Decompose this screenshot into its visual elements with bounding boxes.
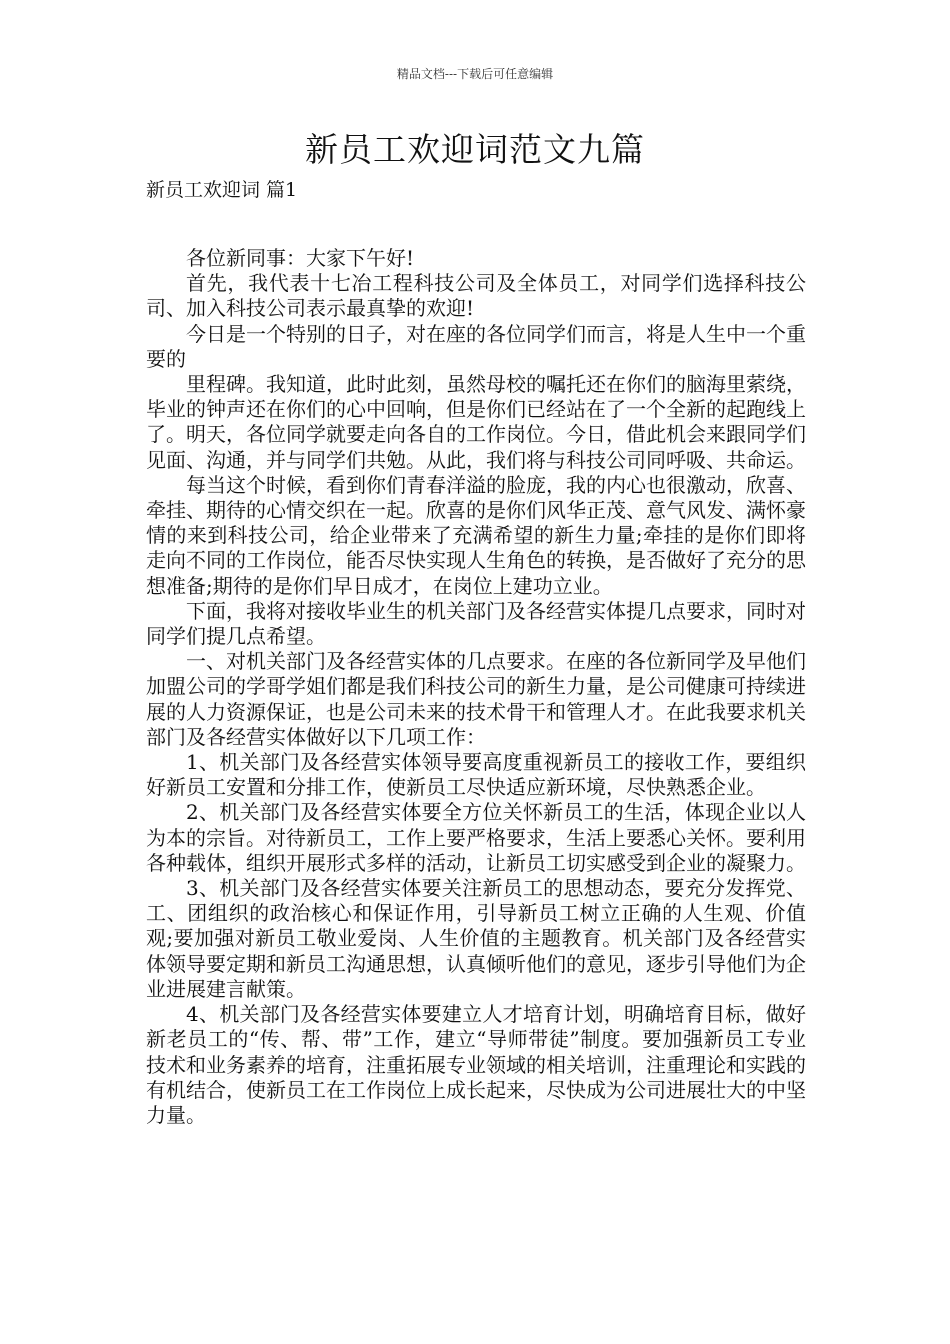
paragraph-greeting: 各位新同事：大家下午好! xyxy=(186,246,415,270)
paragraph-item-4: 4、机关部门及各经营实体要建立人才培育计划，明确培育目标，做好新老员工的“传、帮、带”工作，建立“导师带徒”制度。要加强新员工专业技术和业务素养的培育，注重拓展专业领域的相关培训，注重理论和实践的有机结合，使新员工在工作岗位上成长起来，尽快成为公司进展壮大的中坚力量。 xyxy=(146,1002,806,1127)
paragraph-section-one: 一、对机关部门及各经营实体的几点要求。在座的各位新同学及早他们加盟公司的学哥学姐们都是我们科技公司的新生力量，是公司健康可持续进展的人力资源保证，也是公司未来的技术骨干和管理人才。在此我要求机关部门及各经营实体做好以下几项工作： xyxy=(146,649,806,749)
header-note: 精品文档---下载后可任意编辑 xyxy=(396,67,554,81)
paragraph-special-day: 今日是一个特别的日子，对在座的各位同学们而言，将是人生中一个重要的 xyxy=(146,321,806,371)
section-heading: 新员工欢迎词 篇1 xyxy=(146,179,298,201)
paragraph-milestone: 里程碑。我知道，此时此刻，虽然母校的嘱托还在你们的脑海里萦绕，毕业的钟声还在你们的心中回响，但是你们已经站在了一个全新的起跑线上了。明天，各位同学就要走向各自的工作岗位。今日，借此机会来跟同学们见面、沟通，并与同学们共勉。从此，我们将与科技公司同呼吸、共命运。 xyxy=(146,372,806,472)
paragraph-item-1: 1、机关部门及各经营实体领导要高度重视新员工的接收工作，要组织好新员工安置和分排工作，使新员工尽快适应新环境，尽快熟悉企业。 xyxy=(146,750,806,800)
document-body xyxy=(146,246,806,1128)
paragraph-item-3: 3、机关部门及各经营实体要关注新员工的思想动态，要充分发挥党、工、团组织的政治核心和保证作用，引导新员工树立正确的人生观、价值观;要加强对新员工敬业爱岗、人生价值的主题教育。机关部门及各经营实体领导要定期和新员工沟通思想，认真倾听他们的意见，逐步引导他们为企业进展建言献策。 xyxy=(146,876,806,1001)
paragraph-welcome: 首先，我代表十七冶工程科技公司及全体员工，对同学们选择科技公司、加入科技公司表示最真挚的欢迎! xyxy=(146,271,806,321)
paragraph-item-2: 2、机关部门及各经营实体要全方位关怀新员工的生活，体现企业以人为本的宗旨。对待新员工，工作上要严格要求，生活上要悉心关怀。要利用各种载体，组织开展形式多样的活动，让新员工切实感受到企业的凝聚力。 xyxy=(146,800,806,875)
document-title: 新员工欢迎词范文九篇 xyxy=(305,130,645,169)
paragraph-emotions: 每当这个时候，看到你们青春洋溢的脸庞，我的内心也很激动，欣喜、牵挂、期待的心情交织在一起。欣喜的是你们风华正茂、意气风发、满怀豪情的来到科技公司，给企业带来了充满希望的新生力量;牵挂的是你们即将走向不同的工作岗位，能否尽快实现人生角色的转换，是否做好了充分的思想准备;期待的是你们早日成才，在岗位上建功立业。 xyxy=(146,472,806,598)
paragraph-requirements-intro: 下面，我将对接收毕业生的机关部门及各经营实体提几点要求，同时对同学们提几点希望。 xyxy=(146,598,806,649)
